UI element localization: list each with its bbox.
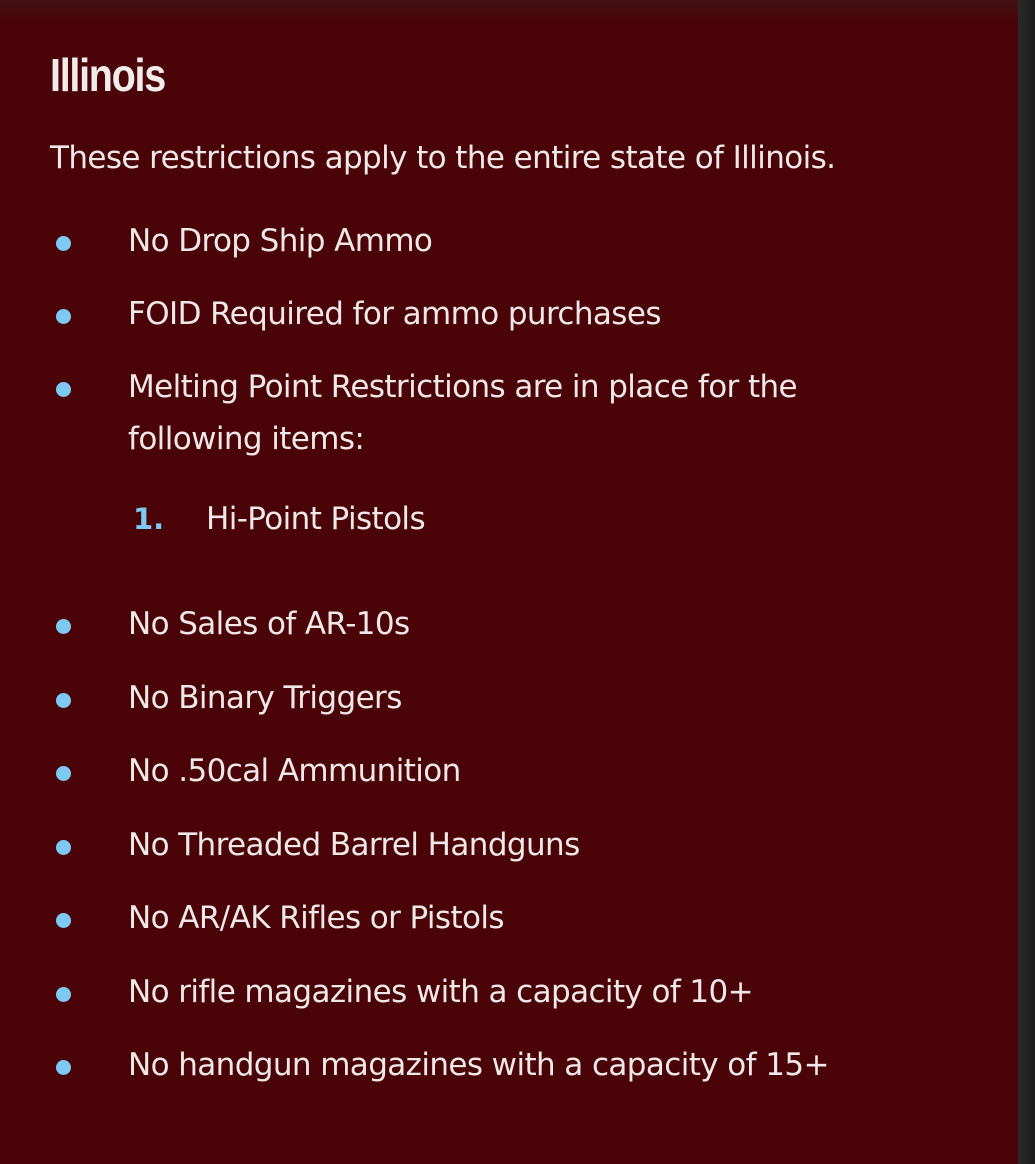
list-item-text: No .50cal Ammunition [128, 753, 461, 789]
bullet-icon [56, 619, 71, 634]
list-item-text: Melting Point Restrictions are in place for the following items: [128, 369, 798, 457]
section-intro: These restrictions apply to the entire state of Illinois. [50, 140, 836, 176]
bullet-icon [56, 766, 71, 781]
sub-list-item-text: Hi-Point Pistols [206, 501, 425, 537]
bullet-icon [56, 840, 71, 855]
bullet-icon [56, 236, 71, 251]
sub-list-number: 1. [133, 502, 165, 536]
window-edge [1018, 0, 1035, 1164]
list-item-text: No Binary Triggers [128, 680, 402, 716]
list-item-text: No Drop Ship Ammo [128, 223, 433, 259]
bullet-icon [56, 987, 71, 1002]
bullet-icon [56, 693, 71, 708]
bullet-icon [56, 1060, 71, 1075]
list-item-text: No Threaded Barrel Handguns [128, 827, 580, 863]
bullet-icon [56, 309, 71, 324]
bullet-icon [56, 913, 71, 928]
list-item-text: No AR/AK Rifles or Pistols [128, 900, 504, 936]
list-item-text: FOID Required for ammo purchases [128, 296, 661, 332]
section-title: Illinois [50, 49, 165, 101]
list-item-text: No rifle magazines with a capacity of 10+ [128, 974, 754, 1010]
list-item-text: No Sales of AR-10s [128, 606, 410, 642]
bullet-icon [56, 382, 71, 397]
list-item-text: No handgun magazines with a capacity of 15+ [128, 1047, 829, 1083]
